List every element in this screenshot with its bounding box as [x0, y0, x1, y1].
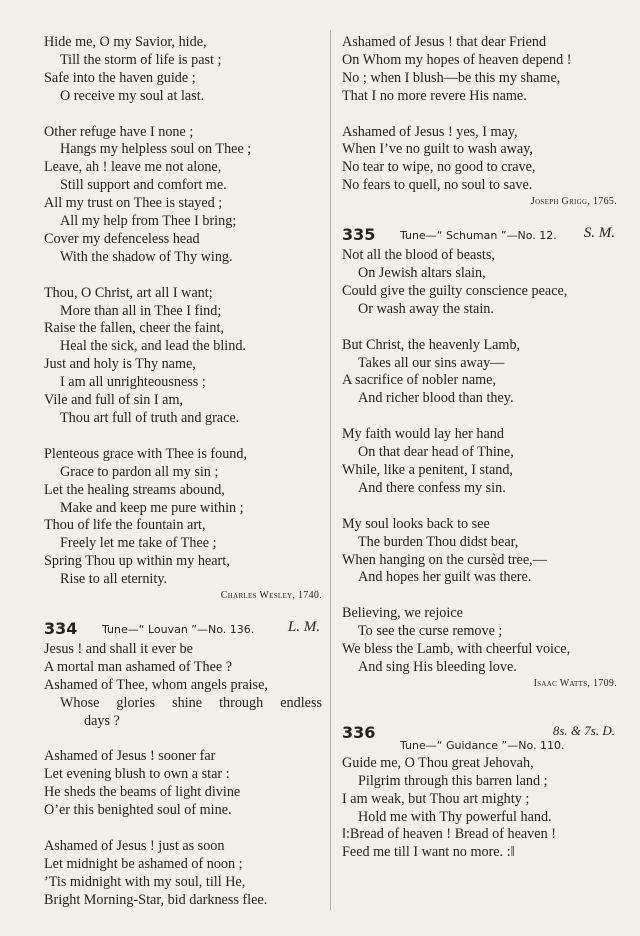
stanza	[44, 124, 322, 267]
verse-line: Spring Thou up within my heart,	[44, 553, 230, 570]
stanza	[342, 605, 617, 677]
verse-line: No tear to wipe, no good to crave,	[342, 159, 536, 176]
stanza	[44, 838, 322, 910]
verse-line: Raise the fallen, cheer the faint,	[44, 320, 225, 337]
verse-line: Still support and comfort me.	[60, 177, 227, 194]
hymn-number: 334	[44, 619, 78, 639]
tune-reference: Tune—“ Louvan ”—No. 136.	[102, 623, 255, 637]
verse-line: Hold me with Thy powerful hand.	[358, 808, 552, 825]
verse-line: Let evening blush to own a star :	[44, 766, 230, 783]
verse-line: I am all unrighteousness ;	[60, 374, 206, 391]
verse-line: He sheds the beams of light divine	[44, 784, 241, 801]
verse-line: While, like a penitent, I stand,	[342, 461, 513, 478]
stanza	[44, 641, 322, 731]
verse-line: No fears to quell, no soul to save.	[342, 177, 533, 194]
verse-line: ‖:Bread of heaven ! Bread of heaven !	[342, 826, 556, 843]
verse-line: Make and keep me pure within ;	[60, 499, 244, 516]
hymn-number: 335	[342, 225, 376, 245]
verse-line: Takes all our sins away—	[358, 354, 505, 371]
verse-line: And sing His bleeding love.	[358, 658, 517, 675]
verse-line: Could give the guilty conscience peace,	[342, 282, 568, 299]
right-column	[342, 34, 617, 862]
verse-line: And hopes her guilt was there.	[358, 569, 532, 586]
left-column	[44, 34, 322, 910]
verse-line: Believing, we rejoice	[342, 605, 463, 622]
verse-line: All my trust on Thee is stayed ;	[44, 195, 223, 212]
verse-line: My faith would lay her hand	[342, 426, 504, 443]
tune-reference: Tune—“ Guidance ”—No. 110.	[400, 738, 565, 752]
verse-line: Freely let me take of Thee ;	[60, 535, 217, 552]
verse-line: Rise to all eternity.	[60, 571, 168, 588]
verse-line: Thou of life the fountain art,	[44, 517, 206, 534]
stanza	[342, 426, 617, 498]
hymn-heading	[342, 223, 617, 245]
verse-line: The burden Thou didst bear,	[358, 533, 519, 550]
verse-line: I am weak, but Thou art mighty ;	[342, 790, 530, 807]
meter: 8s. & 7s. D.	[552, 722, 615, 738]
verse-line: And richer blood than they.	[358, 390, 514, 407]
verse-line: On Jewish altars slain,	[358, 265, 486, 282]
verse-line: Let the healing streams abound,	[44, 481, 225, 498]
verse-line: Ashamed of Jesus ! yes, I may,	[342, 123, 518, 140]
verse-line-continuation: days ?	[84, 712, 120, 729]
stanza	[342, 34, 617, 106]
verse-line: Vile and full of sin I am,	[44, 392, 184, 409]
verse-line: Ashamed of Jesus ! just as soon	[44, 837, 225, 854]
verse-line: Pilgrim through this barren land ;	[358, 772, 548, 789]
verse-line: But Christ, the heavenly Lamb,	[342, 336, 521, 353]
verse-line: Jesus ! and shall it ever be	[44, 641, 193, 658]
stanza	[342, 124, 617, 196]
verse-line: All my help from Thee I bring;	[60, 213, 237, 230]
verse-line: O receive my soul at last.	[60, 87, 205, 104]
verse-line: Guide me, O Thou great Jehovah,	[342, 754, 534, 771]
author-attribution: Isaac Watts, 1709.	[533, 677, 617, 689]
author-attribution: Charles Wesley, 1740.	[220, 590, 322, 602]
column-divider	[330, 30, 331, 910]
stanza	[44, 748, 322, 820]
stanza	[342, 337, 617, 409]
verse-line: Feed me till I want no more. :‖	[342, 844, 515, 861]
verse-line: Ashamed of Jesus ! that dear Friend	[342, 34, 547, 50]
verse-line: Other refuge have I none ;	[44, 123, 194, 140]
stanza	[44, 446, 322, 589]
verse-line: Cover my defenceless head	[44, 230, 200, 247]
verse-line: Heal the sick, and lead the blind.	[60, 338, 246, 355]
stanza	[44, 285, 322, 428]
verse-line: And there confess my sin.	[358, 479, 506, 496]
verse-line: When hanging on the cursèd tree,—	[342, 551, 547, 568]
verse-line: Just and holy is Thy name,	[44, 356, 196, 373]
verse-line: Safe into the haven guide ;	[44, 69, 196, 86]
verse-line: O’er this benighted soul of mine.	[44, 802, 232, 819]
verse-line: Whose glories shine through endless	[60, 694, 322, 711]
verse-line: On Whom my hopes of heaven depend !	[342, 51, 572, 68]
verse-line: With the shadow of Thy wing.	[60, 248, 233, 265]
verse-line: Or wash away the stain.	[358, 300, 494, 317]
verse-line: Grace to pardon all my sin ;	[60, 463, 219, 480]
meter: L. M.	[287, 619, 320, 636]
verse-line: When I’ve no guilt to wash away,	[342, 141, 533, 158]
verse-line: Hide me, O my Savior, hide,	[44, 34, 207, 50]
verse-line: Leave, ah ! leave me not alone,	[44, 159, 222, 176]
verse-line: Hangs my helpless soul on Thee ;	[60, 141, 252, 158]
verse-line: We bless the Lamb, with cheerful voice,	[342, 641, 571, 658]
verse-line: That I no more revere His name.	[342, 87, 527, 104]
verse-line: Thou art full of truth and grace.	[60, 410, 240, 426]
verse-line: Till the storm of life is past ;	[60, 51, 222, 68]
stanza	[342, 247, 617, 319]
verse-line: Not all the blood of beasts,	[342, 247, 495, 264]
verse-line: No ; when I blush—be this my shame,	[342, 69, 561, 86]
verse-line: A sacrifice of nobler name,	[342, 372, 497, 389]
stanza	[342, 516, 617, 588]
meter: S. M.	[583, 225, 615, 242]
verse-line: Let midnight be ashamed of noon ;	[44, 855, 243, 872]
verse-line: My soul looks back to see	[342, 515, 490, 532]
verse-line: Ashamed of Jesus ! sooner far	[44, 748, 216, 765]
verse-line: To see the curse remove ;	[358, 623, 503, 640]
verse-line: Bright Morning-Star, bid darkness flee.	[44, 891, 268, 908]
stanza	[342, 755, 617, 862]
verse-line: Plenteous grace with Thee is found,	[44, 445, 248, 462]
hymn-number: 336	[342, 722, 376, 742]
verse-line: ’Tis midnight with my soul, till He,	[44, 873, 246, 890]
verse-line: On that dear head of Thine,	[358, 444, 514, 461]
author-attribution: Joseph Grigg, 1765.	[530, 196, 617, 208]
verse-line: Ashamed of Thee, whom angels praise,	[44, 676, 268, 693]
hymn-heading	[342, 721, 617, 753]
hymn-heading	[44, 617, 322, 639]
stanza	[44, 34, 322, 106]
tune-reference: Tune—“ Schuman ”—No. 12.	[400, 229, 557, 243]
verse-line: Thou, O Christ, art all I want;	[44, 284, 213, 301]
verse-line: A mortal man ashamed of Thee ?	[44, 658, 233, 675]
verse-line: More than all in Thee I find;	[60, 302, 222, 319]
